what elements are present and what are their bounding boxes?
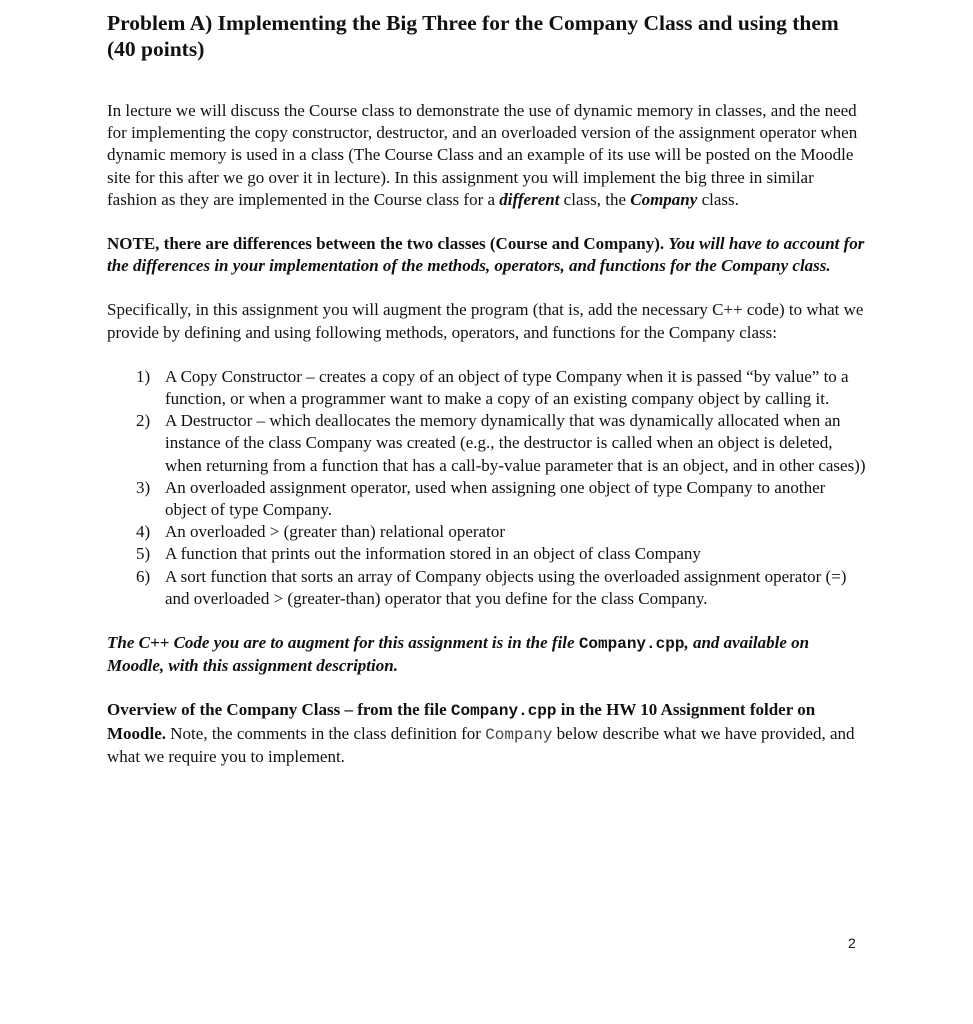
list-item xyxy=(107,366,867,410)
code-note-text-after: , and available on Moodle, with this assignment description. xyxy=(107,633,810,676)
overview-filename: Company.cpp xyxy=(450,702,557,721)
list-item-number: 3) xyxy=(136,477,151,497)
intro-text-2: class, the xyxy=(559,189,631,209)
note-italic-text: You will have to account for the differences in your implementation of the methods, operators, and functions for the Company class. xyxy=(107,234,865,276)
intro-paragraph xyxy=(107,100,867,211)
overview-bold-before: Overview of the Company Class – from the file xyxy=(107,700,451,720)
list-item-number: 1) xyxy=(136,366,151,386)
intro-text-3: class. xyxy=(697,189,739,209)
list-item-text: An overloaded assignment operator, used when assigning one object of type Company to another object of type Company. xyxy=(165,477,826,520)
overview-bold-after: in the HW 10 Assignment folder on Moodle. xyxy=(107,700,816,743)
list-item-number: 6) xyxy=(136,566,151,586)
list-item-text: A Copy Constructor – creates a copy of an object of type Company when it is passed “by value” to a function, or when a programmer want to make a copy of an existing company object by calling it. xyxy=(165,366,849,409)
page-number: 2 xyxy=(848,935,856,951)
note-paragraph xyxy=(107,233,867,277)
requirements-list xyxy=(107,366,867,610)
list-item xyxy=(107,566,867,610)
list-item xyxy=(107,477,867,521)
list-item xyxy=(107,410,867,477)
problem-title: Problem A) Implementing the Big Three for the Company Class and using them (40 points) xyxy=(107,11,839,61)
specifically-paragraph: Specifically, in this assignment you will augment the program (that is, add the necessary C++ code) to what we provide by defining and using following methods, operators, and functions for the Company class: xyxy=(107,300,864,342)
list-item-text: A Destructor – which deallocates the memory dynamically that was dynamically allocated when an instance of the class Company was created (e.g., the destructor is called when an object is deleted, when returning from a function that has a call-by-value parameter that is an object, and in other cases)) xyxy=(165,411,866,475)
code-note-text-before: The C++ Code you are to augment for this assignment is in the file xyxy=(107,633,579,653)
overview-plain-after: below describe what we have provided, and what we require you to implement. xyxy=(107,723,855,766)
list-item-number: 2) xyxy=(136,411,151,431)
overview-class-name: Company xyxy=(485,725,553,744)
list-item-text: A sort function that sorts an array of Company objects using the overloaded assignment operator (=) and overloaded > (greater-than) operator that you define for the class Company. xyxy=(165,566,847,608)
intro-emphasis-company: Company xyxy=(630,189,698,209)
intro-emphasis-different: different xyxy=(499,189,560,209)
code-note-filename: Company.cpp xyxy=(578,635,685,654)
list-item-text: An overloaded > (greater than) relational operator xyxy=(165,522,505,542)
list-item-number: 5) xyxy=(136,544,151,564)
note-bold-text: NOTE, there are differences between the two classes (Course and Company). xyxy=(107,234,669,254)
list-item xyxy=(107,543,867,565)
intro-text-1: In lecture we will discuss the Course class to demonstrate the use of dynamic memory in classes, and the need for implementing the copy constructor, destructor, and an overloaded version of the assignment operator when dynamic memory is used in a class (The Course Class and an example of its use will be posted on the Moodle site for this after we go over it in lecture). In this assignment you will implement the big three in similar fashion as they are implemented in the Course class for a xyxy=(107,101,858,209)
list-item-text: A function that prints out the information stored in an object of class Company xyxy=(165,544,701,564)
overview-paragraph xyxy=(107,699,867,768)
code-note-paragraph xyxy=(107,632,867,677)
list-item xyxy=(107,521,867,543)
overview-plain-before: Note, the comments in the class definition for xyxy=(166,723,486,743)
list-item-number: 4) xyxy=(136,522,151,542)
document-page xyxy=(107,10,867,768)
